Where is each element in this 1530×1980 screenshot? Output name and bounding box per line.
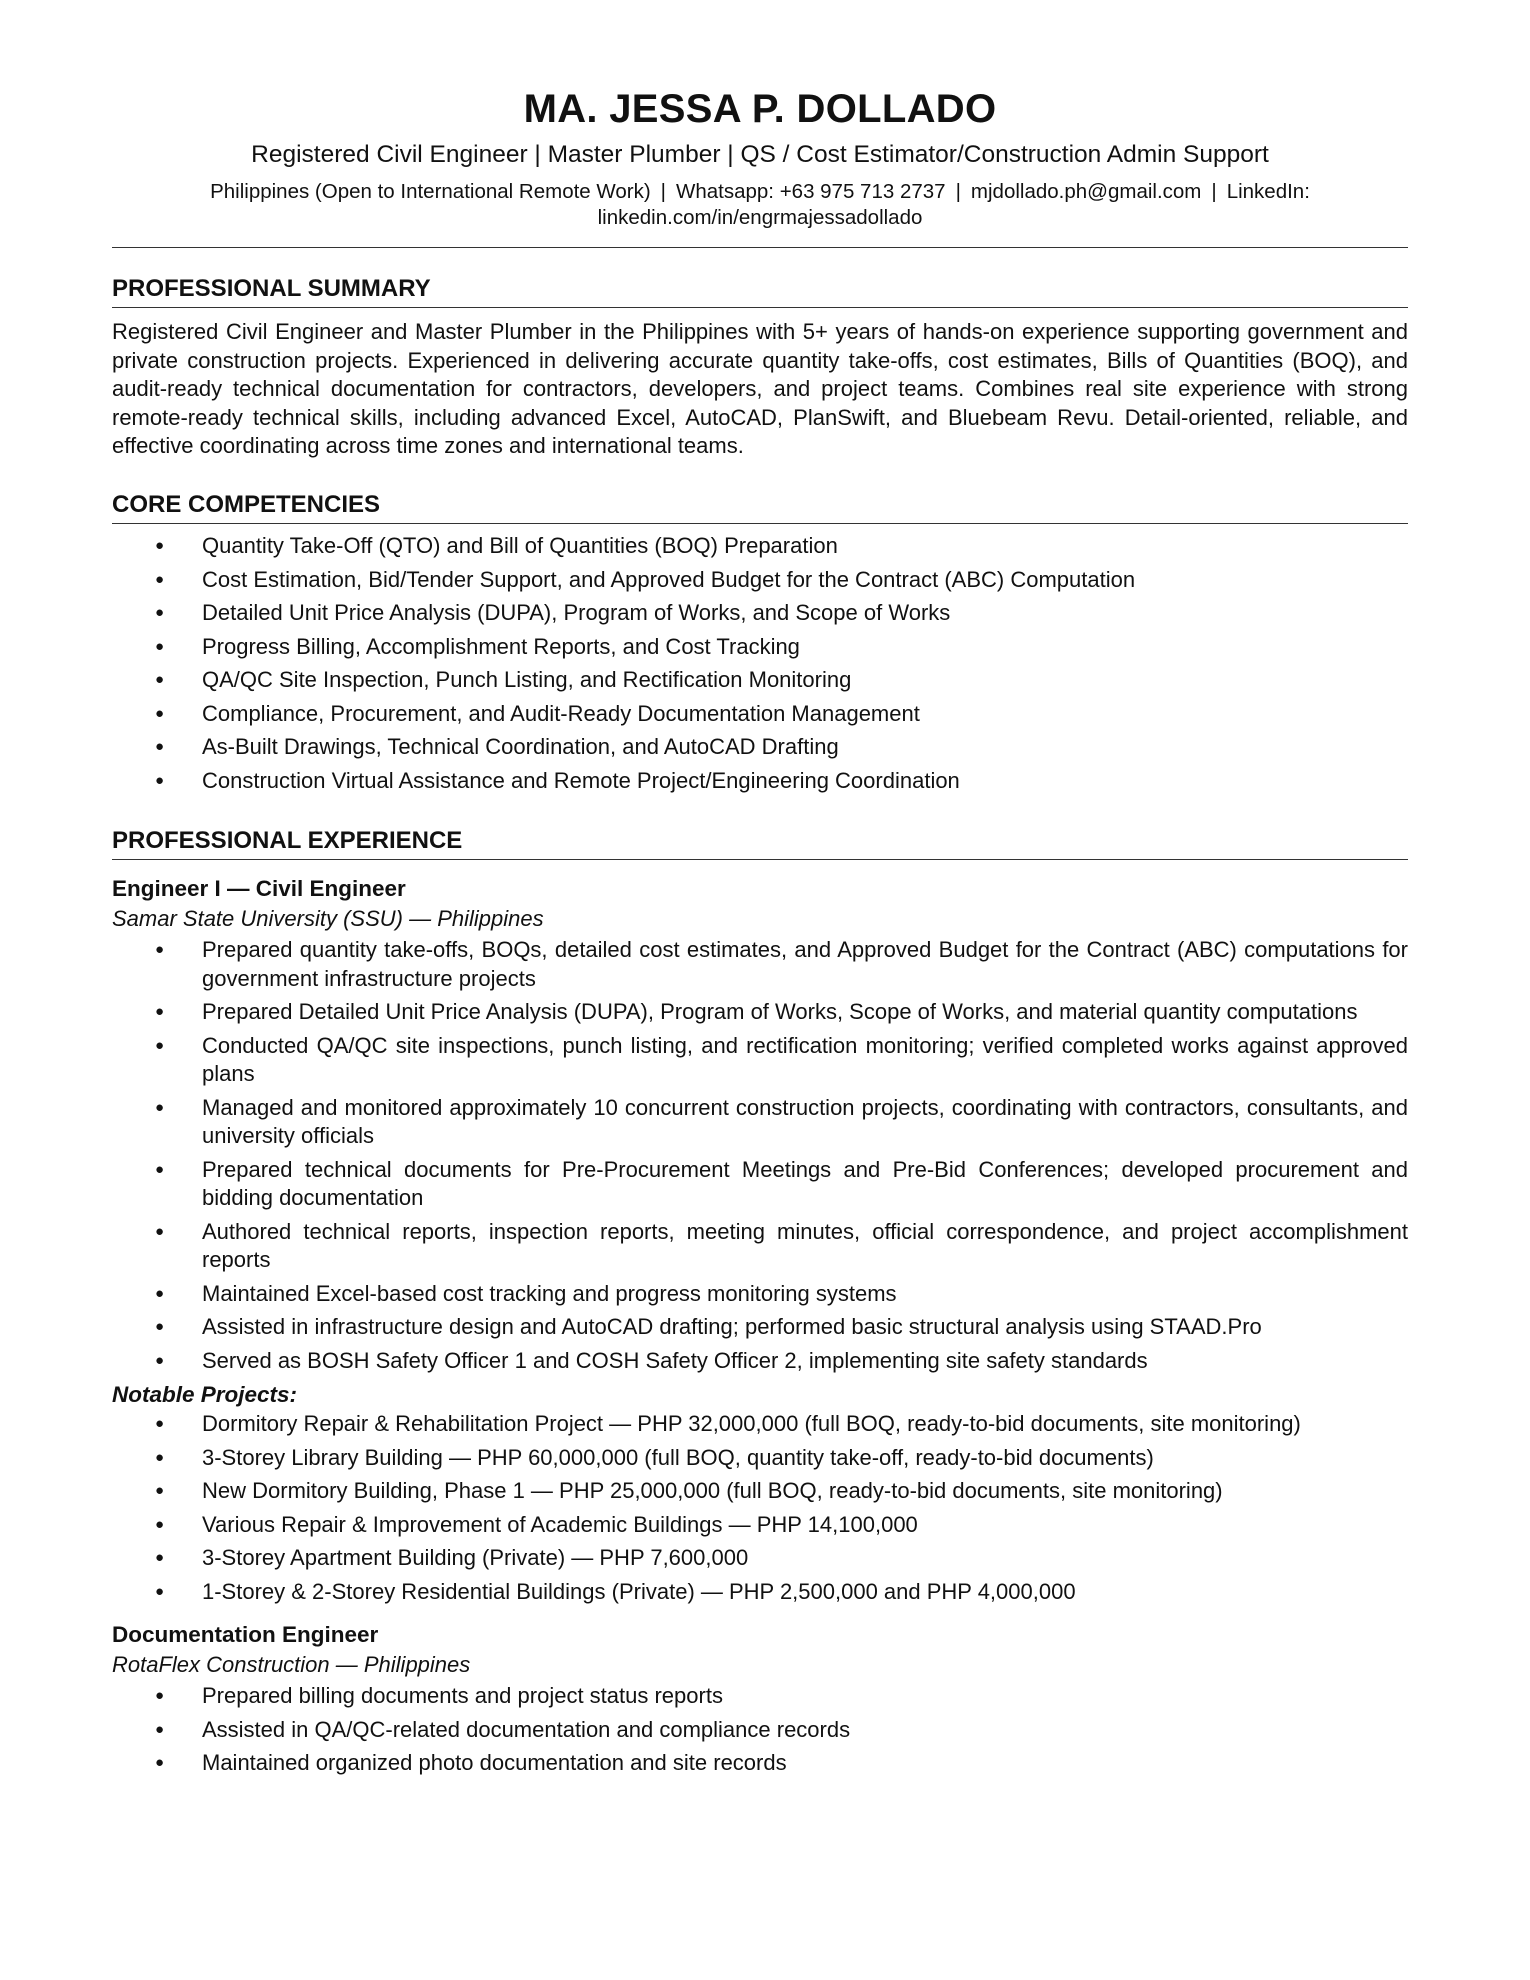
bullet-icon: ●: [155, 1098, 165, 1116]
bullet-icon: ●: [155, 1351, 165, 1369]
bullet-icon: ●: [155, 704, 165, 722]
list-item: ● Detailed Unit Price Analysis (DUPA), Program of Works, and Scope of Works: [112, 599, 1408, 628]
bullet-icon: ●: [155, 771, 165, 789]
bullet-icon: ●: [155, 1284, 165, 1302]
summary-section: [112, 274, 1408, 461]
summary-text: Registered Civil Engineer and Master Plumber in the Philippines with 5+ years of hands-on experience supporting government and private construction projects. Experienced in delivering accurate quantity take-offs, cost estimates, Bills of Quantities (BOQ), and audit-ready technical documentation for contractors, developers, and project teams. Combines real site experience with strong remote-ready technical skills, including advanced Excel, AutoCAD, PlanSwift, and Bluebeam Revu. Detail-oriented, reliable, and effective coordinating across time zones and international teams.: [112, 319, 1408, 458]
bullet-icon: ●: [155, 941, 165, 958]
list-item: ● Dormitory Repair & Rehabilitation Project — PHP 32,000,000 (full BOQ, ready-to-bid documents, site monitoring): [112, 1410, 1408, 1439]
bullet-icon: ●: [155, 1582, 165, 1600]
list-item: ● Managed and monitored approximately 10 concurrent construction projects, coordinating with contractors, consultants, and university officials: [155, 1094, 1408, 1148]
competencies-list: [112, 532, 1408, 795]
job-entry: [112, 874, 1408, 1606]
bullet-icon: ●: [155, 1003, 165, 1020]
email-link[interactable]: mjdollado.ph@gmail.com: [970, 180, 1202, 203]
bullet-icon: ●: [155, 1415, 165, 1432]
list-item: ● Prepared quantity take-offs, BOQs, detailed cost estimates, and Approved Budget for the Contract (ABC) computations for government infrastructure projects: [155, 937, 1408, 991]
contact-info: [112, 179, 1408, 231]
competencies-section: [112, 490, 1408, 800]
notable-projects-list: [112, 1410, 1408, 1606]
list-item: ● Compliance, Procurement, and Audit-Ready Documentation Management: [112, 700, 1408, 729]
list-item: ● Conducted QA/QC site inspections, punch listing, and rectification monitoring; verified completed works against approved plans: [155, 1032, 1408, 1086]
list-item: ● Cost Estimation, Bid/Tender Support, and Approved Budget for the Contract (ABC) Computation: [112, 566, 1408, 595]
bullet-icon: ●: [155, 1482, 165, 1499]
bullet-icon: ●: [155, 1222, 165, 1240]
list-item: ● Authored technical reports, inspection reports, meeting minutes, official correspondence, and project accomplishment reports: [155, 1218, 1408, 1272]
candidate-tagline: Registered Civil Engineer | Master Plumber | QS / Cost Estimator/Construction Admin Support: [251, 141, 1269, 168]
list-item: ● Assisted in infrastructure design and AutoCAD drafting; performed basic structural analysis using STAAD.Pro: [112, 1313, 1408, 1342]
bullet-icon: ●: [155, 570, 165, 588]
section-title: CORE COMPETENCIES: [112, 490, 1408, 524]
section-title: PROFESSIONAL EXPERIENCE: [112, 826, 1408, 860]
bullet-icon: ●: [155, 738, 165, 755]
list-item: ● Maintained organized photo documentation and site records: [112, 1749, 1408, 1778]
list-item: ● Progress Billing, Accomplishment Reports, and Cost Tracking: [112, 633, 1408, 662]
bullet-icon: ●: [155, 537, 165, 554]
list-item: ● As-Built Drawings, Technical Coordination, and AutoCAD Drafting: [112, 733, 1408, 762]
list-item: ● Prepared Detailed Unit Price Analysis (DUPA), Program of Works, Scope of Works, and material quantity computations: [112, 998, 1408, 1027]
bullet-icon: ●: [155, 1318, 165, 1335]
bullet-icon: ●: [155, 1515, 165, 1533]
linkedin-label: LinkedIn:: [1226, 180, 1310, 203]
linkedin-link[interactable]: linkedin.com/in/engrmajessadollado: [597, 206, 923, 229]
location: Philippines (Open to International Remote Work): [210, 180, 651, 203]
bullet-icon: ●: [155, 604, 165, 621]
whatsapp: Whatsapp: +63 975 713 2737: [676, 180, 946, 203]
bullet-icon: ●: [155, 637, 165, 655]
job-entry: [112, 1620, 1408, 1778]
list-item: ● 1-Storey & 2-Storey Residential Buildings (Private) — PHP 2,500,000 and PHP 4,000,000: [112, 1578, 1408, 1607]
list-item: ● Prepared billing documents and project status reports: [112, 1682, 1408, 1711]
bullet-icon: ●: [155, 1448, 165, 1466]
list-item: ● Various Repair & Improvement of Academic Buildings — PHP 14,100,000: [112, 1511, 1408, 1540]
separator: |: [955, 180, 961, 203]
bullet-icon: ●: [155, 1160, 165, 1178]
notable-projects-label: Notable Projects:: [112, 1382, 298, 1407]
section-title: PROFESSIONAL SUMMARY: [112, 274, 1408, 308]
candidate-name: MA. JESSA P. DOLLADO: [523, 87, 997, 131]
bullet-icon: ●: [155, 1687, 165, 1704]
bullet-icon: ●: [155, 1754, 165, 1771]
bullet-icon: ●: [155, 1036, 165, 1054]
job-title: Documentation Engineer: [112, 1622, 379, 1647]
list-item: ● Quantity Take-Off (QTO) and Bill of Quantities (BOQ) Preparation: [112, 532, 1408, 561]
list-item: ● Assisted in QA/QC-related documentation and compliance records: [112, 1716, 1408, 1745]
job-duties-list: [112, 936, 1408, 1375]
list-item: ● QA/QC Site Inspection, Punch Listing, and Rectification Monitoring: [112, 666, 1408, 695]
list-item: ● Maintained Excel-based cost tracking and progress monitoring systems: [112, 1280, 1408, 1309]
header-divider: [112, 247, 1408, 248]
list-item: ● Served as BOSH Safety Officer 1 and COSH Safety Officer 2, implementing site safety standards: [112, 1347, 1408, 1376]
job-title: Engineer I — Civil Engineer: [112, 876, 406, 901]
experience-section: [112, 826, 1408, 1783]
list-item: ● New Dormitory Building, Phase 1 — PHP 25,000,000 (full BOQ, ready-to-bid documents, site monitoring): [112, 1477, 1408, 1506]
bullet-icon: ●: [155, 1549, 165, 1566]
job-organization: Samar State University (SSU) — Philippines: [112, 906, 544, 931]
list-item: ● 3-Storey Apartment Building (Private) — PHP 7,600,000: [112, 1544, 1408, 1573]
job-duties-list: [112, 1682, 1408, 1778]
list-item: ● Construction Virtual Assistance and Remote Project/Engineering Coordination: [112, 767, 1408, 796]
bullet-icon: ●: [155, 1720, 165, 1738]
job-organization: RotaFlex Construction — Philippines: [112, 1652, 471, 1677]
list-item: ● Prepared technical documents for Pre-Procurement Meetings and Pre-Bid Conferences; developed procurement and bidding documentation: [155, 1156, 1408, 1210]
bullet-icon: ●: [155, 671, 165, 688]
separator: |: [660, 180, 666, 203]
separator: |: [1211, 180, 1217, 203]
list-item: ● 3-Storey Library Building — PHP 60,000,000 (full BOQ, quantity take-off, ready-to-bid documents): [112, 1444, 1408, 1473]
